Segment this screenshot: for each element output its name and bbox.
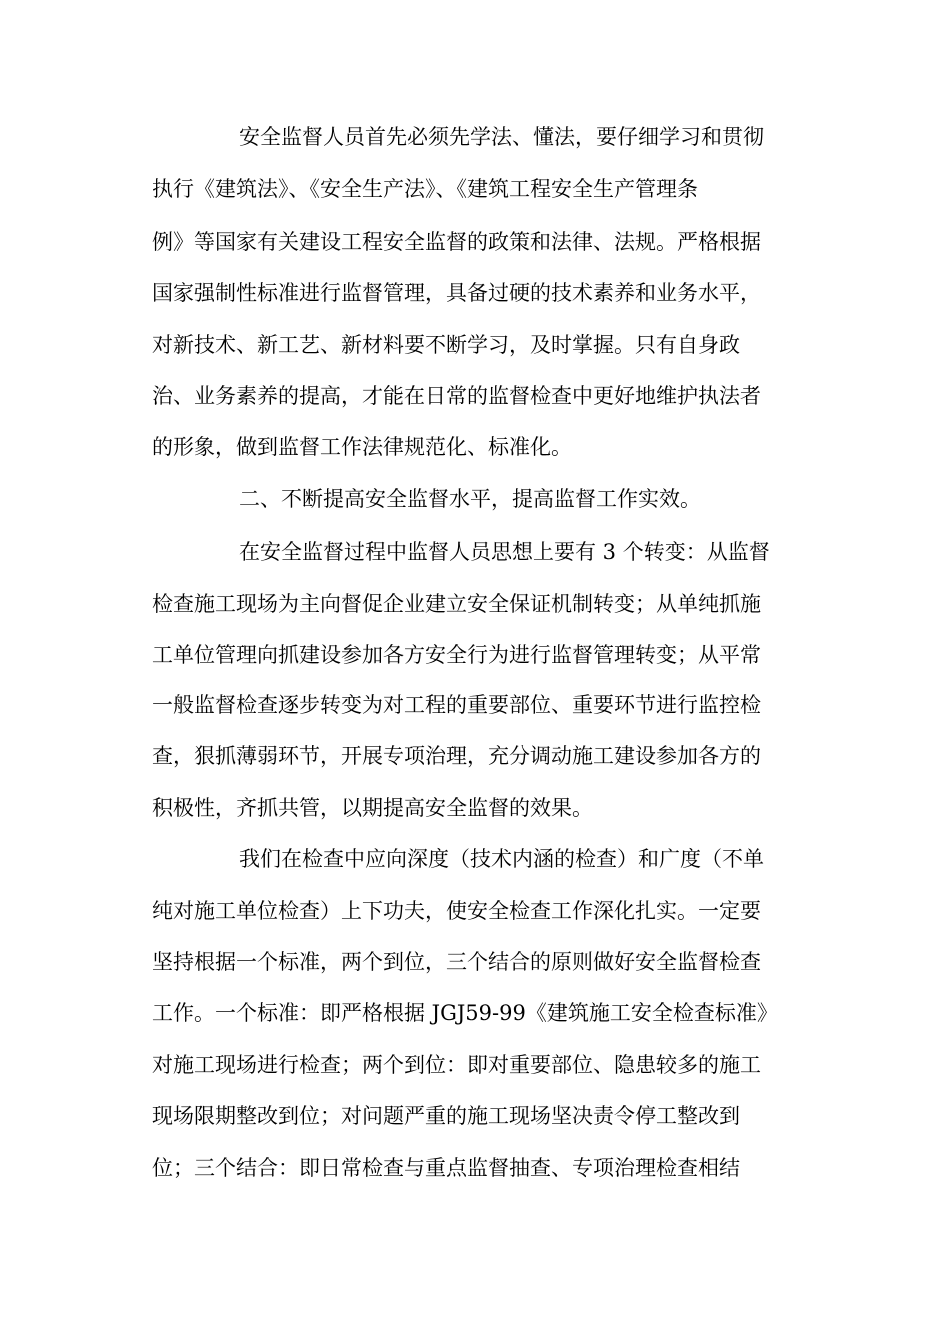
paragraph-line: 纯对施工单位检查）上下功夫，使安全检查工作深化扎实。一定要 <box>152 899 761 923</box>
paragraph-line: 积极性，齐抓共管，以期提高安全监督的效果。 <box>152 796 593 820</box>
paragraph-line: 工单位管理向抓建设参加各方安全行为进行监督管理转变；从平常 <box>152 643 761 667</box>
paragraph-line: 例》等国家有关建设工程安全监督的政策和法律、法规。严格根据 <box>152 230 761 254</box>
section-heading: 二、不断提高安全监督水平，提高监督工作实效。 <box>239 487 701 511</box>
paragraph-line: 我们在检查中应向深度（技术内涵的检查）和广度（不单 <box>239 847 764 871</box>
paragraph-line: 现场限期整改到位；对问题严重的施工现场坚决责令停工整改到 <box>152 1104 740 1128</box>
paragraph-line: 安全监督人员首先必须先学法、懂法，要仔细学习和贯彻 <box>239 125 764 149</box>
paragraph-line: 坚持根据一个标准，两个到位，三个结合的原则做好安全监督检查 <box>152 950 761 974</box>
paragraph-line: 一般监督检查逐步转变为对工程的重要部位、重要环节进行监控检 <box>152 693 761 717</box>
paragraph-line: 工作。一个标准：即严格根据 JGJ59-99《建筑施工安全检查标准》 <box>152 1001 778 1025</box>
paragraph-line: 对施工现场进行检查；两个到位：即对重要部位、隐患较多的施工 <box>152 1053 761 1077</box>
paragraph-line: 的形象，做到监督工作法律规范化、标准化。 <box>152 435 572 459</box>
paragraph-line: 查，狠抓薄弱环节，开展专项治理，充分调动施工建设参加各方的 <box>152 744 761 768</box>
paragraph-line: 执行《建筑法》、《安全生产法》、《建筑工程安全生产管理条 <box>152 177 698 201</box>
paragraph-line: 在安全监督过程中监督人员思想上要有 3 个转变：从监督 <box>239 540 770 564</box>
paragraph-line: 治、业务素养的提高，才能在日常的监督检查中更好地维护执法者 <box>152 384 761 408</box>
paragraph-line: 对新技术、新工艺、新材料要不断学习，及时掌握。只有自身政 <box>152 333 740 357</box>
paragraph-line: 检查施工现场为主向督促企业建立安全保证机制转变；从单纯抓施 <box>152 592 761 616</box>
paragraph-line: 国家强制性标准进行监督管理，具备过硬的技术素养和业务水平， <box>152 281 761 305</box>
paragraph-line: 位；三个结合：即日常检查与重点监督抽查、专项治理检查相结 <box>152 1156 740 1180</box>
